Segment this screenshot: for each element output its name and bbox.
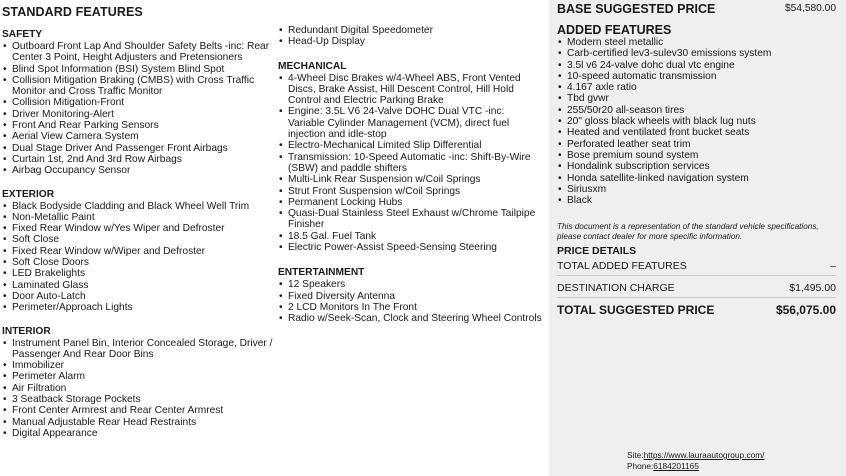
site-line: [627, 450, 764, 461]
feature-item: • Perforated leather seat trim: [557, 139, 836, 150]
total-added-features-label: TOTAL ADDED FEATURES: [557, 260, 687, 273]
feature-item: • Curtain 1st, 2nd And 3rd Row Airbags: [2, 154, 274, 165]
feature-item: • Tbd gvwr: [557, 93, 836, 104]
feature-item: • Black: [557, 195, 836, 206]
feature-item: • Instrument Panel Bin, Interior Concealed Storage, Driver / Passenger And Rear Door Bins: [2, 338, 274, 361]
phone-label: Phone:: [627, 460, 654, 471]
base-price-row: [557, 2, 836, 16]
feature-item: • Front Center Armrest and Rear Center Armrest: [2, 405, 274, 416]
feature-item: • 12 Speakers: [278, 279, 543, 290]
feature-item: • Immobilizer: [2, 360, 274, 371]
standard-features-title: STANDARD FEATURES: [2, 5, 143, 19]
feature-item: • Engine: 3.5L V6 24-Valve DOHC Dual VTC -inc: Variable Cylinder Management (VCM), direct fuel injection and idle-stop: [278, 106, 543, 140]
feature-item: • Quasi-Dual Stainless Steel Exhaust w/Chrome Tailpipe Finisher: [278, 208, 543, 231]
standard-features-column-1: [2, 0, 274, 439]
total-added-features-value: –: [830, 260, 836, 273]
total-suggested-price-label: TOTAL SUGGESTED PRICE: [557, 303, 715, 318]
feature-item: • Transmission: 10-Speed Automatic -inc: Shift-By-Wire (SBW) and paddle shifters: [278, 152, 543, 175]
feature-item: • Hondalink subscription services: [557, 161, 836, 172]
feature-item: • 4.167 axle ratio: [557, 82, 836, 93]
feature-item: • Soft Close: [2, 234, 274, 245]
feature-item: • Multi-Link Rear Suspension w/Coil Springs: [278, 174, 543, 185]
feature-item: • Aerial View Camera System: [2, 131, 274, 142]
feature-item: • Air Filtration: [2, 383, 274, 394]
feature-item: • 3.5l v6 24-valve dohc dual vtc engine: [557, 60, 836, 71]
exterior-list: [2, 201, 274, 314]
feature-item: • Dual Stage Driver And Passenger Front Airbags: [2, 143, 274, 154]
disclaimer-note: This document is a representation of the standard vehicle specifications, please contact dealer for more specific information.: [557, 222, 819, 241]
feature-item: • Electric Power-Assist Speed-Sensing Steering: [278, 242, 543, 253]
standard-features-column-2: [278, 0, 543, 325]
dealer-footer: [627, 450, 764, 471]
feature-item: • Radio w/Seek-Scan, Clock and Steering Wheel Controls: [278, 313, 543, 324]
feature-item: • Perimeter/Approach Lights: [2, 302, 274, 313]
pricing-panel: [549, 0, 846, 476]
interior-continued-list: [278, 25, 543, 48]
total-suggested-price-value: $56,075.00: [775, 303, 836, 318]
site-link[interactable]: https://www.lauraautogroup.com/: [643, 450, 765, 460]
added-features-title: ADDED FEATURES: [557, 23, 672, 37]
destination-charge-value: $1,495.00: [789, 282, 836, 295]
safety-list: [2, 41, 274, 177]
feature-item: • LED Brakelights: [2, 268, 274, 279]
total-added-features-row: [557, 257, 836, 276]
feature-item: • Manual Adjustable Rear Head Restraints: [2, 417, 274, 428]
feature-item: • Fixed Rear Window w/Wiper and Defroster: [2, 246, 274, 257]
safety-title: SAFETY: [2, 29, 43, 40]
mechanical-list: [278, 73, 543, 254]
feature-item: • Heated and ventilated front bucket seats: [557, 127, 836, 138]
feature-item: • 10-speed automatic transmission: [557, 71, 836, 82]
feature-item: • 20" gloss black wheels with black lug nuts: [557, 116, 836, 127]
feature-item: • Door Auto-Latch: [2, 291, 274, 302]
feature-item: • Carb-certified lev3-sulev30 emissions system: [557, 48, 836, 59]
interior-list: [2, 338, 274, 440]
feature-item: • Fixed Diversity Antenna: [278, 291, 543, 302]
feature-item: • Non-Metallic Paint: [2, 212, 274, 223]
feature-item: • Soft Close Doors: [2, 257, 274, 268]
interior-title: INTERIOR: [2, 325, 51, 337]
feature-item: • Laminated Glass: [2, 280, 274, 291]
feature-item: • Fixed Rear Window w/Yes Wiper and Defroster: [2, 223, 274, 234]
feature-item: • Head-Up Display: [278, 36, 543, 47]
feature-item: • Digital Appearance: [2, 428, 274, 439]
added-features-list: [557, 37, 836, 206]
entertainment-list: [278, 279, 543, 324]
site-label: Site:: [627, 450, 644, 460]
entertainment-title: ENTERTAINMENT: [278, 267, 365, 279]
destination-charge-label: DESTINATION CHARGE: [557, 282, 675, 295]
feature-item: • 18.5 Gal. Fuel Tank: [278, 231, 543, 242]
feature-item: • Strut Front Suspension w/Coil Springs: [278, 186, 543, 197]
feature-item: • Driver Monitoring-Alert: [2, 109, 274, 120]
exterior-title: EXTERIOR: [2, 188, 55, 200]
mechanical-title: MECHANICAL: [278, 60, 347, 72]
feature-item: • 4-Wheel Disc Brakes w/4-Wheel ABS, Front Vented Discs, Brake Assist, Hill Descent Control, Hill Hold Control and Electric Parking Brake: [278, 73, 543, 107]
feature-item: • Electro-Mechanical Limited Slip Differential: [278, 140, 543, 151]
feature-item: • Permanent Locking Hubs: [278, 197, 543, 208]
price-details-title: PRICE DETAILS: [557, 245, 637, 258]
destination-charge-row: [557, 276, 836, 298]
feature-item: • Siriusxm: [557, 184, 836, 195]
base-price-value: $54,580.00: [785, 3, 836, 14]
feature-item: • Blind Spot Information (BSI) System Blind Spot: [2, 64, 274, 75]
feature-item: • Modern steel metallic: [557, 37, 836, 48]
feature-item: • Honda satellite-linked navigation system: [557, 173, 836, 184]
feature-item: • Airbag Occupancy Sensor: [2, 165, 274, 176]
total-suggested-price-row: [557, 298, 836, 317]
feature-item: • Black Bodyside Cladding and Black Wheel Well Trim: [2, 201, 274, 212]
phone-line: [627, 461, 764, 472]
feature-item: • Collision Mitigation-Front: [2, 97, 274, 108]
feature-item: • 3 Seatback Storage Pockets: [2, 394, 274, 405]
feature-item: • Bose premium sound system: [557, 150, 836, 161]
feature-item: • 2 LCD Monitors In The Front: [278, 302, 543, 313]
base-price-label: BASE SUGGESTED PRICE: [557, 2, 716, 16]
feature-item: • Collision Mitigation Braking (CMBS) with Cross Traffic Monitor and Cross Traffic Monitor: [2, 75, 274, 98]
feature-item: • Redundant Digital Speedometer: [278, 25, 543, 36]
feature-item: • Perimeter Alarm: [2, 371, 274, 382]
feature-item: • 255/50r20 all-season tires: [557, 105, 836, 116]
feature-item: • Front And Rear Parking Sensors: [2, 120, 274, 131]
phone-link[interactable]: 6184201165: [653, 460, 699, 471]
feature-item: • Outboard Front Lap And Shoulder Safety Belts -inc: Rear Center 3 Point, Height Adjusters and Pretensioners: [2, 41, 274, 64]
